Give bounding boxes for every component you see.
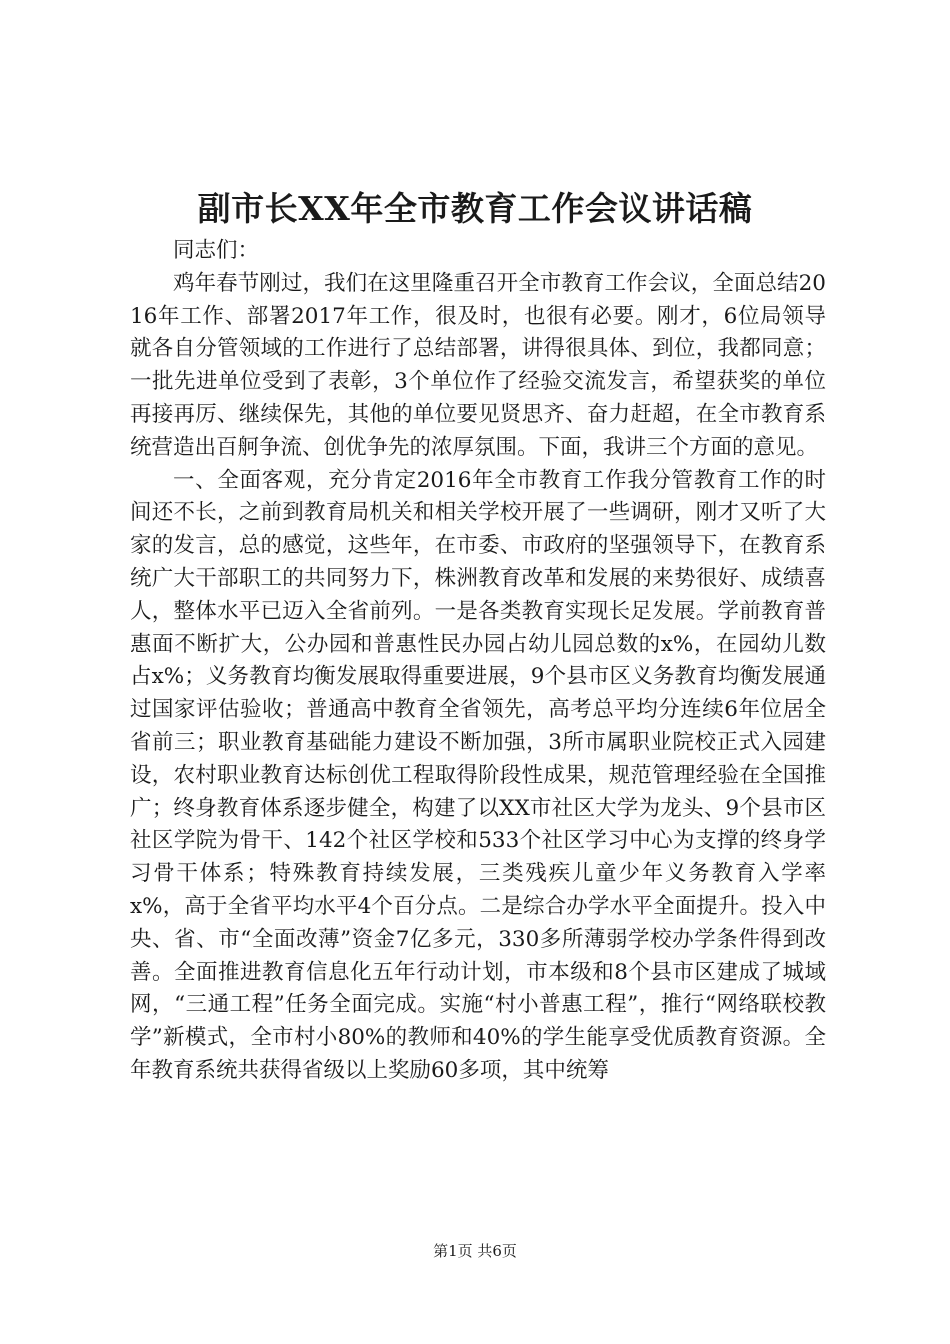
document-body xyxy=(130,235,826,1088)
page-number: 第1页 共6页 xyxy=(433,1242,517,1260)
paragraph-1: 鸡年春节刚过，我们在这里隆重召开全市教育工作会议，全面总结2016年工作、部署2017年工作，很及时，也很有必要。刚才，6位局领导就各自分管领域的工作进行了总结部署，讲得很具体、到位，我都同意；一批先进单位受到了表彰，3个单位作了经验交流发言，希望获奖的单位再接再厉、继续保先，其他的单位要见贤思齐、奋力赶超，在全市教育系统营造出百舸争流、创优争先的浓厚氛围。下面，我讲三个方面的意见。 xyxy=(130,270,826,460)
salutation: 同志们： xyxy=(173,238,260,263)
paragraph-2: 一、全面客观，充分肯定2016年全市教育工作我分管教育工作的时间还不长，之前到教育局机关和相关学校开展了一些调研，刚才又听了大家的发言，总的感觉，这些年，在市委、市政府的坚强领导下，在教育系统广大干部职工的共同努力下，株洲教育改革和发展的来势很好、成绩喜人，整体水平已迈入全省前列。一是各类教育实现长足发展。学前教育普惠面不断扩大，公办园和普惠性民办园占幼儿园总数的x%，在园幼儿数占x%；义务教育均衡发展取得重要进展，9个县市区义务教育均衡发展通过国家评估验收；普通高中教育全省领先，高考总平均分连续6年位居全省前三；职业教育基础能力建设不断加强，3所市属职业院校正式入园建设，农村职业教育达标创优工程取得阶段性成果，规范管理经验在全国推广；终身教育体系逐步健全，构建了以XX市社区大学为龙头、9个县市区社区学院为骨干、142个社区学校和533个社区学习中心为支撑的终身学习骨干体系；特殊教育持续发展，三类残疾儿童少年义务教育入学率x%，高于全省平均水平4个百分点。二是综合办学水平全面提升。投入中央、省、市“全面改薄”资金7亿多元，330多所薄弱学校办学条件得到改善。全面推进教育信息化五年行动计划，市本级和8个县市区建成了城域网，“三通工程”任务全面完成。实施“村小普惠工程”，推行“网络联校教学”新模式，全市村小80%的教师和40%的学生能享受优质教育资源。全年教育系统共获得省级以上奖励60多项，其中统筹 xyxy=(130,467,826,1083)
document-title: 副市长XX年全市教育工作会议讲话稿 xyxy=(197,189,753,228)
